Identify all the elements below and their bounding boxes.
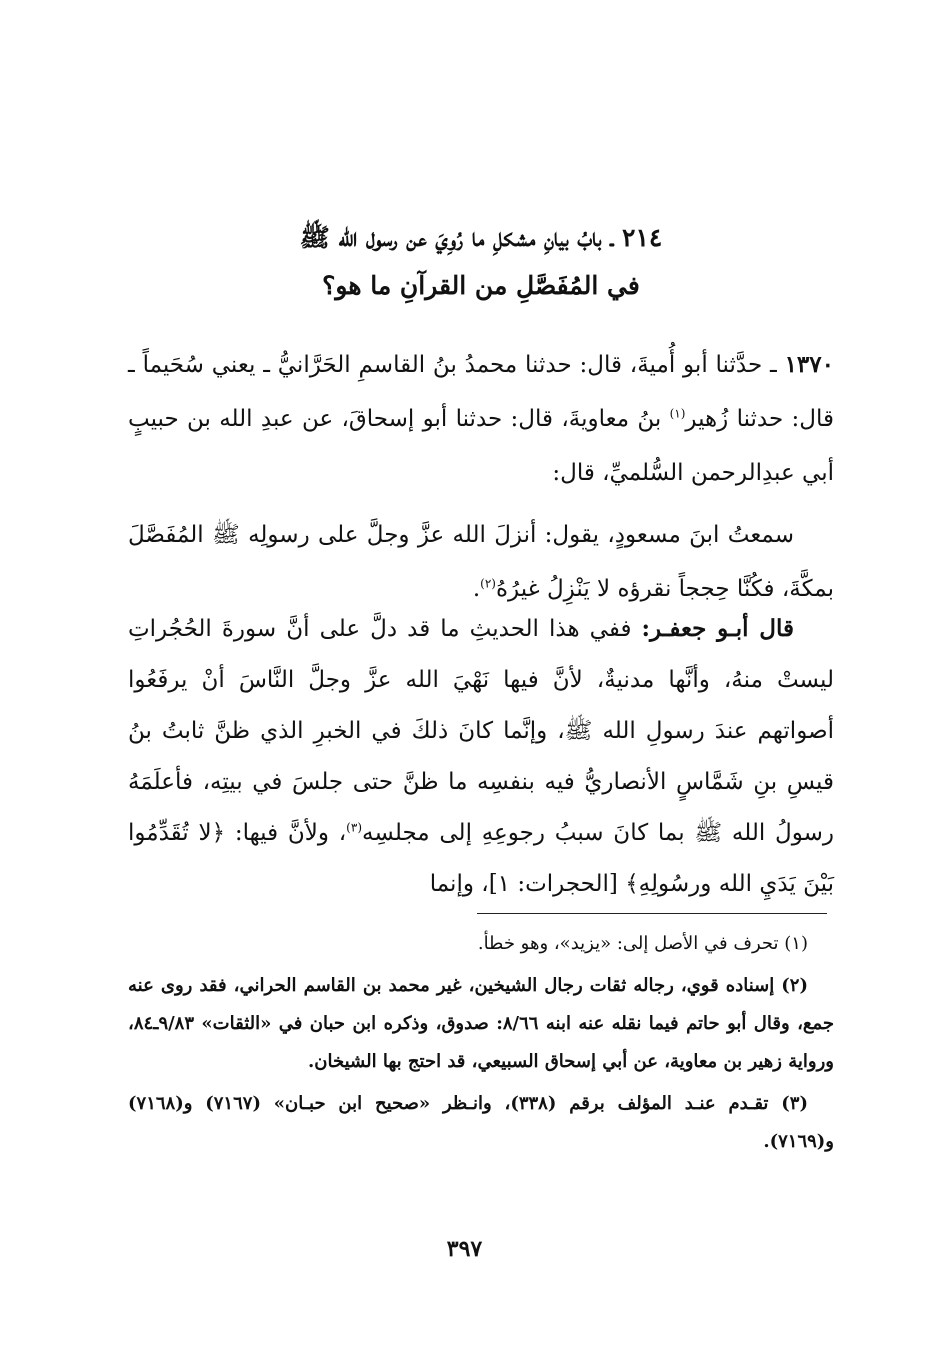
matn-end: . <box>472 576 481 602</box>
footnote-ref-2: (٢) <box>480 576 496 591</box>
page-number: ٣٩٧ <box>446 1236 483 1262</box>
commentary-speaker: قال أبـو جعفـر: <box>641 615 794 642</box>
matn-text: سمعتُ ابنَ مسعودٍ، يقول: أنزلَ الله عزَّ وجلَّ على رسولِه ﷺ المُفَصَّلَ بمكَّةَ، فكُنَّا حِججاً نقرؤه لا يَنْزِلُ غيرُهُ <box>128 522 834 602</box>
footnote-divider <box>477 913 827 914</box>
footnote-ref-1: (١) <box>669 406 686 421</box>
isnad-text: ـ حدَّثنا أبو أُميةَ، قال: حدثنا محمدُ بنُ القاسمِ الحَرَّانيُّ ـ يعني سُحَيماً ـ قال: حدثنا زُهير <box>128 352 834 432</box>
commentary-paragraph <box>128 603 834 910</box>
isnad-text-continued: بنُ معاويةَ، قال: حدثنا أبو إسحاقَ، عن عبدِ الله بن حبيبٍ أبي عبدِالرحمن السُّلميِّ، قال: <box>128 406 834 486</box>
commentary-block <box>128 603 834 910</box>
chapter-title-line-1: ٢١٤ ـ بابُ بيانِ مشكلِ ما رُوِيَ عن رسول الله ﷺ <box>299 223 663 252</box>
footnote-3: (٣) تقـدم عنـد المؤلف برقم (٣٣٨)، وانـظر «صحيح ابن حبـان» (٧١٦٧) و(٧١٦٨) و(٧١٦٩). <box>128 1093 834 1152</box>
commentary-text-continued: ، ولأنَّ فيها: ﴿لا تُقَدِّمُوا بَيْنَ يَدَيِ الله ورسُولِهِ﴾ [الحجرات: ١]، وإنما <box>128 820 834 897</box>
hadith-number: ١٣٧٠ <box>784 351 834 378</box>
footnote-2: (٢) إسناده قوي، رجاله ثقات رجال الشيخين، غير محمد بن القاسم الحراني، فقد روى عنه جمع، وقال أبو حاتم فيما نقله عنه ابنه ٨/٦٦: صدوق، وذكره ابن حبان في «الثقات» ٩/٨٣ـ٨٤، ورواية زهير بن معاوية، عن أبي إسحاق السبيعي، قد احتج بها الشيخان. <box>128 975 834 1072</box>
hadith-block <box>128 338 834 616</box>
footnote-ref-3: (٣) <box>346 820 362 835</box>
chapter-title-line-2: في المُفَصَّلِ من القرآنِ ما هو؟ <box>322 271 640 300</box>
hadith-isnad <box>128 338 834 500</box>
commentary-text: ففي هذا الحديثِ ما قد دلَّ على أنَّ سورةَ الحُجُراتِ ليستْ منهُ، وأنَّها مدنيةٌ، لأنَّ فيها نَهْيَ الله عزَّ وجلَّ النَّاسَ أنْ يرفَعُوا أصواتهم عندَ رسولِ الله ﷺ، وإنَّما كانَ ذلكَ في الخبرِ الذي ظنَّ ثابتُ بنُ قيسِ بنِ شَمَّاسٍ الأنصاريُّ فيه بنفسِه ما ظنَّ حتى جلسَ في بيتِه، فأعلَمَهُ رسولُ الله ﷺ بما كانَ سببُ رجوعِهِ إلى مجلسِه <box>128 616 834 846</box>
footnotes-section <box>128 925 834 1161</box>
footnote-1: (١) تحرف في الأصل إلى: «يزيد»، وهو خطأ. <box>477 933 808 954</box>
hadith-matn <box>128 508 834 616</box>
chapter-heading <box>128 214 834 310</box>
